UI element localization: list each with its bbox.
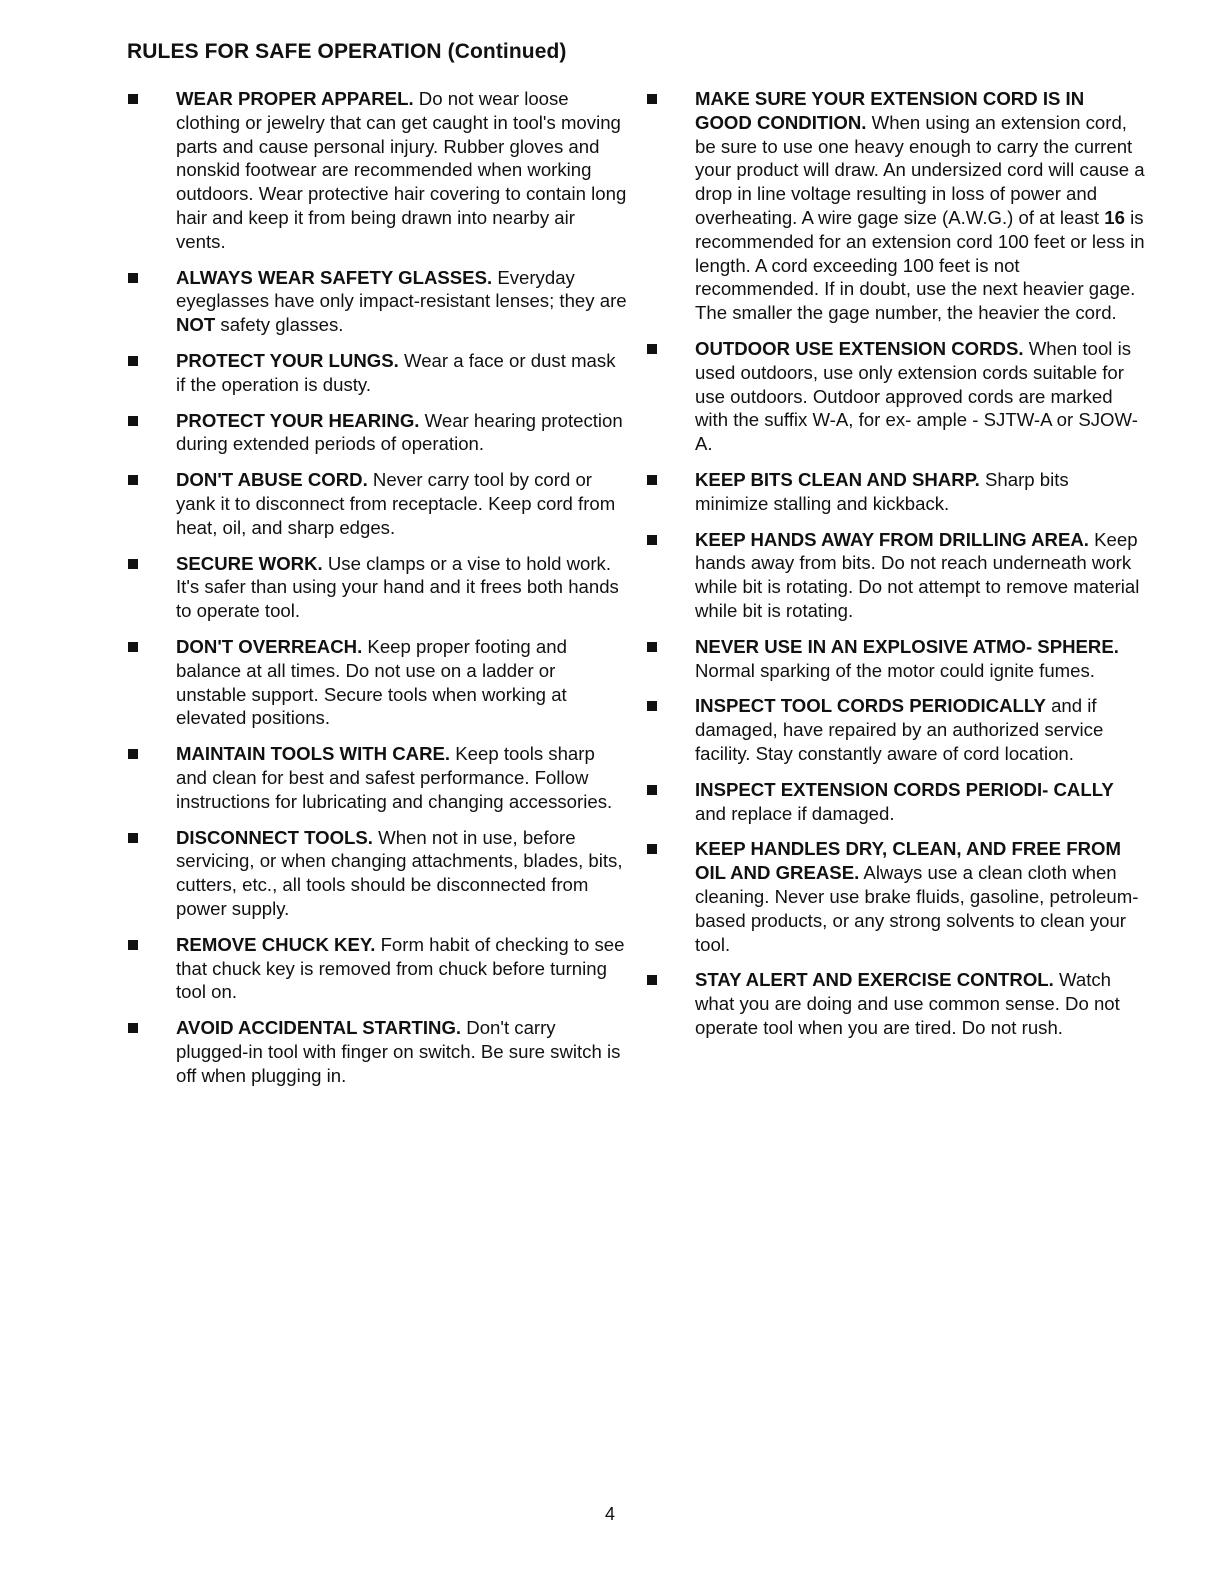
rule-heading: MAKE SURE YOUR EXTENSION CORD IS IN GOOD CONDITION. [695, 88, 1085, 133]
square-bullet-icon [128, 940, 138, 950]
rule-item [127, 266, 627, 337]
rule-text: Everyday eyeglasses have only impact-resistant lenses; they are [176, 266, 627, 312]
square-bullet-icon [128, 94, 138, 104]
square-bullet-icon [128, 1023, 138, 1033]
rule-heading: DON'T ABUSE CORD. [176, 469, 368, 491]
rule-item [127, 933, 627, 1004]
rule-text: Keep hands away from bits. Do not reach underneath work while bit is rotating. Do not attempt to remove material while bit is rotating. [695, 528, 1140, 621]
rule-text-tail: safety glasses. [220, 314, 344, 336]
rule-item [646, 528, 1146, 623]
rule-text: Always use a clean cloth when cleaning. Never use brake fluids, gasoline, petroleum-based products, or any strong solvents to clean your tool. [695, 862, 1139, 955]
rule-text: When tool is used outdoors, use only extension cords suitable for use outdoors. Outdoor approved cords are marked with the suffix W-A, for ex- ample - SJTW-A or SJOW-A. [695, 337, 1138, 455]
rule-heading: DISCONNECT TOOLS. [176, 826, 373, 848]
rule-text: Never carry tool by cord or yank it to disconnect from receptacle. Keep cord from heat, oil, and sharp edges. [176, 469, 616, 538]
rule-heading: DON'T OVERREACH. [176, 635, 363, 657]
rule-item [127, 635, 627, 730]
rule-text: and replace if damaged. [695, 802, 895, 824]
rule-item [127, 468, 627, 539]
square-bullet-icon [647, 535, 657, 545]
rule-item [127, 409, 627, 457]
rule-heading: PROTECT YOUR HEARING. [176, 409, 420, 431]
rule-item [646, 87, 1146, 325]
rule-heading: INSPECT EXTENSION CORDS PERIODI- CALLY [695, 778, 1114, 800]
rule-item [646, 337, 1146, 456]
square-bullet-icon [128, 833, 138, 843]
rule-heading: REMOVE CHUCK KEY. [176, 933, 376, 955]
square-bullet-icon [647, 94, 657, 104]
rule-text: Sharp bits minimize stalling and kickback. [695, 468, 1069, 514]
page-number: 4 [604, 1504, 615, 1524]
rule-heading: KEEP BITS CLEAN AND SHARP. [695, 468, 980, 490]
rule-text: Keep proper footing and balance at all times. Do not use on a ladder or unstable support. Secure tools when working at elevated positions. [176, 635, 567, 729]
rule-item [646, 635, 1146, 683]
square-bullet-icon [647, 975, 657, 985]
rule-text: Wear hearing protection during extended periods of operation. [176, 409, 623, 455]
rule-item [646, 837, 1146, 956]
rule-heading: ALWAYS WEAR SAFETY GLASSES. [176, 266, 493, 288]
square-bullet-icon [647, 344, 657, 354]
rule-text: Watch what you are doing and use common sense. Do not operate tool when you are tired. Do not rush. [695, 969, 1120, 1038]
rule-text: Do not wear loose clothing or jewelry that can get caught in tool's moving parts and cause personal injury. Rubber gloves and nonskid footwear are recommended when working outdoors. Wear protective hair covering to contain long hair and keep it from being drawn into nearby air vents. [176, 88, 627, 252]
rule-heading: MAINTAIN TOOLS WITH CARE. [176, 743, 451, 765]
rule-text: Use clamps or a vise to hold work. It's safer than using your hand and it frees both hands to operate tool. [176, 552, 619, 622]
rule-item [646, 694, 1146, 765]
rules-column-left [127, 87, 627, 1099]
rule-text-tail: is recommended for an extension cord 100 feet or less in length. A cord exceeding 100 feet is not recommended. If in doubt, use the next heavier gage. The smaller the gage number, the heavier the cord. [695, 206, 1145, 324]
rule-item [127, 826, 627, 921]
rule-text: When not in use, before servicing, or when changing attachments, blades, bits, cutters, etc., all tools should be disconnected from power supply. [176, 826, 623, 919]
rule-heading: PROTECT YOUR LUNGS. [176, 349, 399, 371]
rule-heading: SECURE WORK. [176, 552, 323, 574]
rule-text: Keep tools sharp and clean for best and safest performance. Follow instructions for lubricating and changing accessories. [176, 743, 613, 812]
rule-heading: KEEP HANDLES DRY, CLEAN, AND FREE FROM OIL AND GREASE. [695, 838, 1121, 884]
square-bullet-icon [647, 475, 657, 485]
rule-text: Normal sparking of the motor could ignite fumes. [695, 659, 1095, 681]
rule-heading: INSPECT TOOL CORDS PERIODICALLY [695, 695, 1046, 717]
square-bullet-icon [128, 559, 138, 569]
page-title: RULES FOR SAFE OPERATION (Continued) [127, 40, 567, 63]
rule-heading: NEVER USE IN AN EXPLOSIVE ATMO- SPHERE. [695, 635, 1119, 657]
rules-column-right [646, 87, 1146, 1052]
rule-heading: AVOID ACCIDENTAL STARTING. [176, 1017, 462, 1039]
rule-text: and if damaged, have repaired by an authorized service facility. Stay constantly aware of cord location. [695, 695, 1104, 764]
rule-emphasis: 16 [1104, 206, 1125, 228]
rule-heading: OUTDOOR USE EXTENSION CORDS. [695, 337, 1024, 359]
square-bullet-icon [128, 749, 138, 759]
square-bullet-icon [128, 273, 138, 283]
rule-heading: STAY ALERT AND EXERCISE CONTROL. [695, 969, 1054, 991]
rule-item [646, 468, 1146, 516]
rule-emphasis: NOT [176, 314, 216, 336]
square-bullet-icon [128, 416, 138, 426]
square-bullet-icon [647, 701, 657, 711]
rule-item [127, 1016, 627, 1087]
rule-text: When using an extension cord, be sure to use one heavy enough to carry the current your product will draw. An undersized cord will cause a drop in line voltage resulting in loss of power and overheating. A wire gage size (A.W.G.) of at least [695, 111, 1145, 228]
rule-item [646, 968, 1146, 1039]
rule-item [127, 349, 627, 397]
rule-heading: KEEP HANDS AWAY FROM DRILLING AREA. [695, 528, 1089, 550]
rule-text: Wear a face or dust mask if the operation is dusty. [176, 349, 616, 395]
square-bullet-icon [647, 785, 657, 795]
rule-item [127, 742, 627, 813]
rule-heading: WEAR PROPER APPAREL. [176, 88, 414, 109]
square-bullet-icon [128, 356, 138, 366]
square-bullet-icon [647, 844, 657, 854]
rule-item [646, 778, 1146, 826]
rule-text: Form habit of checking to see that chuck key is removed from chuck before turning tool on. [176, 933, 625, 1003]
square-bullet-icon [128, 475, 138, 485]
square-bullet-icon [128, 642, 138, 652]
rule-item [127, 552, 627, 623]
rule-item [127, 87, 627, 254]
rule-text: Don't carry plugged-in tool with finger on switch. Be sure switch is off when plugging in. [176, 1017, 621, 1086]
square-bullet-icon [647, 642, 657, 652]
